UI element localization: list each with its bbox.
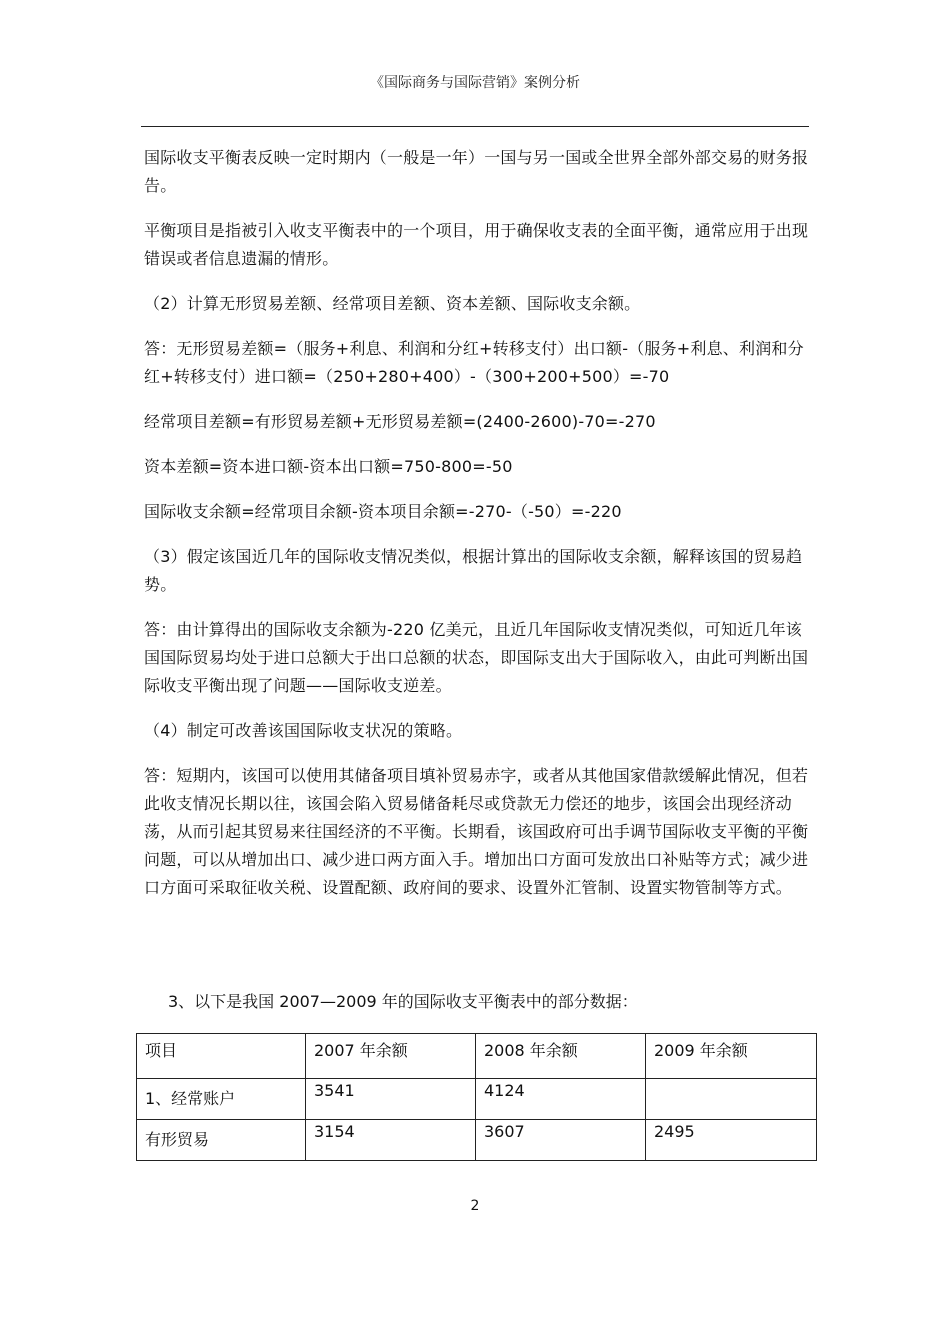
question-3-intro: 3、以下是我国 2007—2009 年的国际收支平衡表中的部分数据： [168, 992, 638, 1011]
table-header-cell: 2007 年余额 [306, 1034, 476, 1079]
question-2: （2）计算无形贸易差额、经常项目差额、资本差额、国际收支余额。 [144, 294, 641, 313]
question-3: （3）假定该国近几年的国际收支情况类似，根据计算出的国际收支余额，解释该国的贸易趋势。 [144, 547, 803, 594]
table-row [137, 1120, 817, 1161]
table-row [137, 1079, 817, 1120]
table-header-cell: 2008 年余额 [476, 1034, 646, 1079]
bop-data-table [136, 1033, 817, 1161]
answer-trade-trend: 答：由计算得出的国际收支余额为-220 亿美元，且近几年国际收支情况类似，可知近几年该国国际贸易均处于进口总额大于出口总额的状态，即国际支出大于国际收入，由此可判断出国际收支平衡出现了问题——国际收支逆差。 [144, 620, 809, 695]
table-cell: 1、经常账户 [137, 1079, 306, 1120]
table-cell: 3154 [306, 1120, 476, 1161]
document-body [144, 144, 810, 919]
table-cell: 2495 [646, 1120, 817, 1161]
table-cell [646, 1079, 817, 1120]
table-cell: 3607 [476, 1120, 646, 1161]
page-header-title: 《国际商务与国际营销》案例分析 [370, 75, 580, 91]
answer-bop-balance: 国际收支余额=经常项目余额-资本项目余额=-270-（-50）=-220 [144, 502, 622, 521]
answer-capital-balance: 资本差额=资本进口额-资本出口额=750-800=-50 [144, 457, 513, 476]
paragraph-definition-bop: 国际收支平衡表反映一定时期内（一般是一年）一国与另一国或全世界全部外部交易的财务报告。 [144, 148, 809, 195]
paragraph-definition-balancing-item: 平衡项目是指被引入收支平衡表中的一个项目，用于确保收支表的全面平衡，通常应用于出现错误或者信息遗漏的情形。 [144, 221, 809, 268]
table-cell: 有形贸易 [137, 1120, 306, 1161]
page-number: 2 [470, 1198, 480, 1214]
table-header-cell: 2009 年余额 [646, 1034, 817, 1079]
table-header-row [137, 1034, 817, 1079]
table-cell: 3541 [306, 1079, 476, 1120]
answer-invisible-trade: 答：无形贸易差额=（服务+利息、利润和分红+转移支付）出口额-（服务+利息、利润和分红+转移支付）进口额=（250+280+400）-（300+200+500）=-70 [144, 339, 804, 386]
table-cell: 4124 [476, 1079, 646, 1120]
answer-strategy: 答：短期内，该国可以使用其储备项目填补贸易赤字，或者从其他国家借款缓解此情况，但若此收支情况长期以往，该国会陷入贸易储备耗尽或贷款无力偿还的地步，该国会出现经济动荡，从而引起其贸易来往国经济的不平衡。长期看，该国政府可出手调节国际收支平衡的平衡问题，可以从增加出口、减少进口两方面入手。增加出口方面可发放出口补贴等方式；减少进口方面可采取征收关税、设置配额、政府间的要求、设置外汇管制、设置实物管制等方式。 [144, 766, 809, 897]
question-4: （4）制定可改善该国国际收支状况的策略。 [144, 721, 463, 740]
header-divider [141, 126, 809, 127]
table-header-cell: 项目 [137, 1034, 306, 1079]
answer-current-account: 经常项目差额=有形贸易差额+无形贸易差额=(2400-2600)-70=-270 [144, 412, 656, 431]
